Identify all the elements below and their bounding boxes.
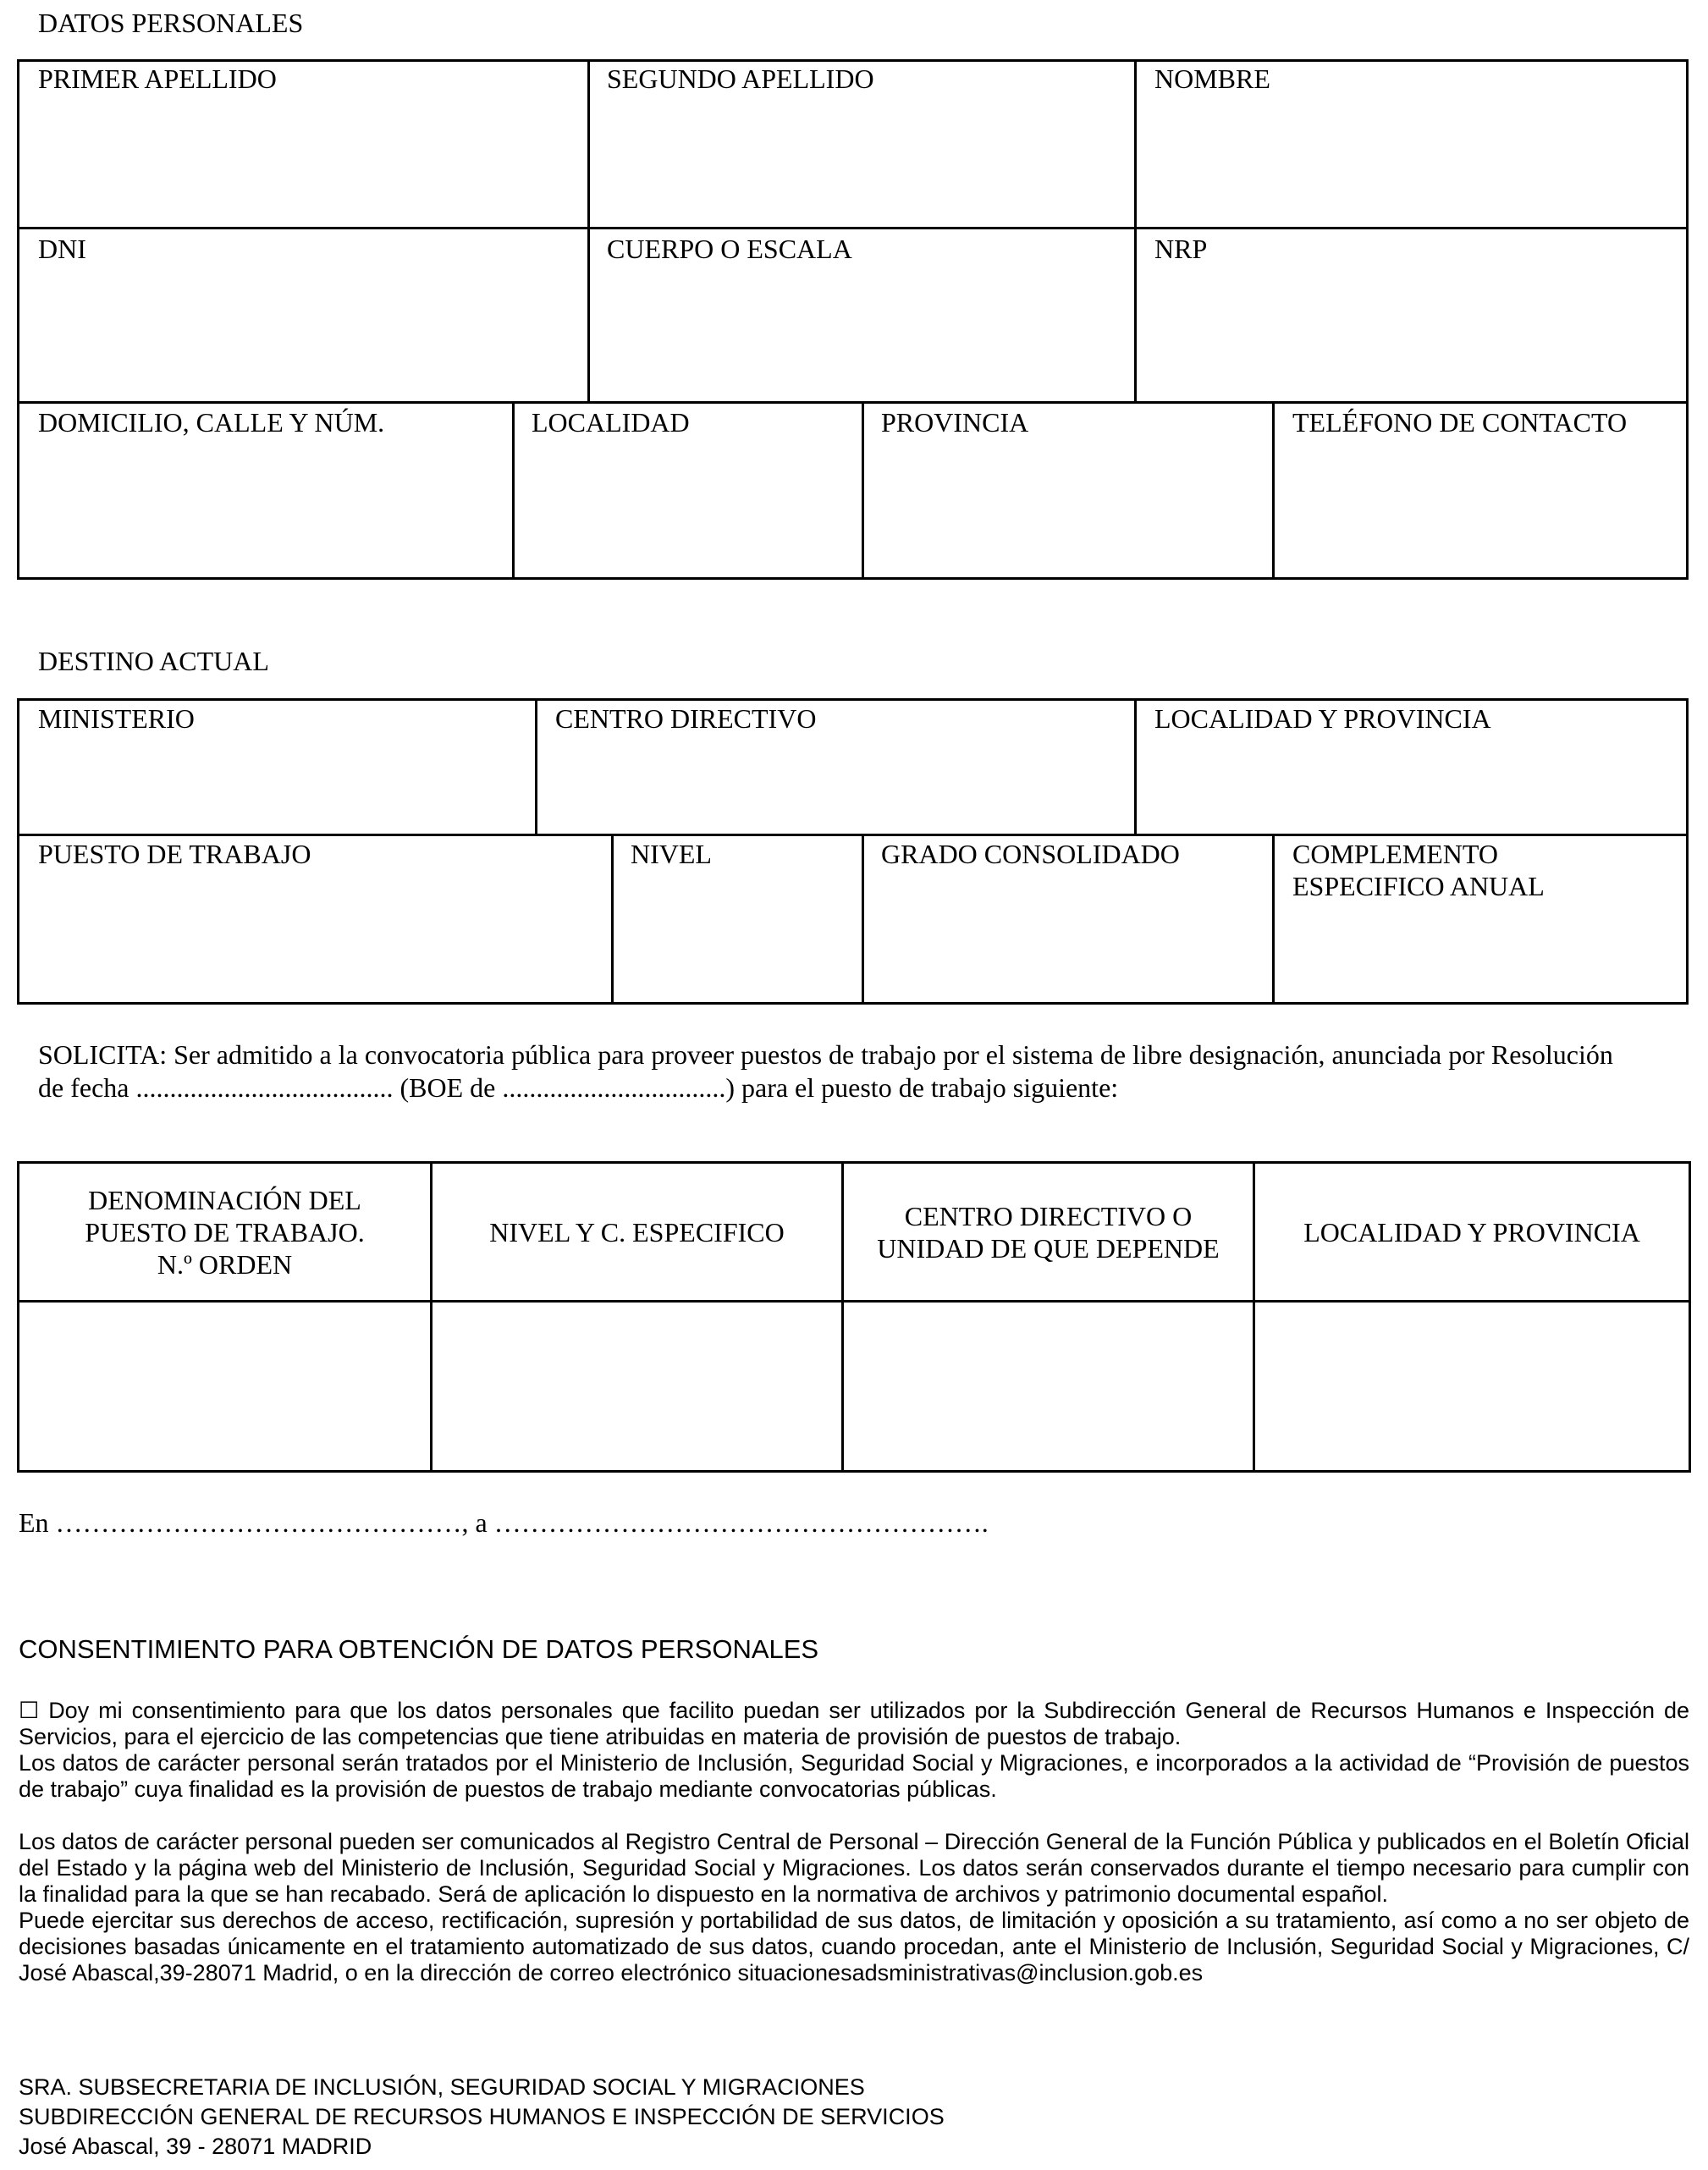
nrp-field[interactable] bbox=[1143, 271, 1681, 394]
divider bbox=[862, 401, 864, 580]
consent-title: CONSENTIMIENTO PARA OBTENCIÓN DE DATOS PERSONALES bbox=[19, 1634, 819, 1664]
localidad-provincia-field[interactable] bbox=[1143, 741, 1681, 827]
divider bbox=[17, 1300, 1691, 1303]
centro-directivo-field[interactable] bbox=[543, 741, 1127, 827]
divider bbox=[611, 834, 614, 1005]
label-provincia: PROVINCIA bbox=[881, 407, 1029, 438]
provincia-field[interactable] bbox=[870, 444, 1264, 571]
consent-paragraph-4: Puede ejercitar sus derechos de acceso, rectificación, supresión y portabilidad de sus datos, de limitación y oposición a su tratamiento, así como a no ser objeto de decisiones basadas únicamente en el tratamiento automatizado de sus datos, cuando procedan, ante el Ministerio de Inclusión, Seguridad Social y Migraciones, C/ José Abascal,39-28071 Madrid, o en la dirección de correo electrónico situacionesadsministrativas@inclusion.gob.es bbox=[19, 1908, 1689, 1985]
divider bbox=[17, 227, 1689, 229]
header-centro-directivo: CENTRO DIRECTIVO O UNIDAD DE QUE DEPENDE bbox=[877, 1200, 1220, 1264]
consent-paragraph-1: ☐ Doy mi consentimiento para que los datos personales que facilito puedan ser utilizados por la Subdirección General de Recursos Humanos e Inspección de Servicios, para el ejercicio de las competencias que tiene atribuidas en materia de provisión de puestos de trabajo. bbox=[19, 1698, 1689, 1749]
label-primer-apellido: PRIMER APELLIDO bbox=[38, 63, 277, 94]
divider bbox=[17, 834, 1689, 836]
consent-text bbox=[19, 1698, 1689, 1986]
divider bbox=[1134, 698, 1137, 834]
divider bbox=[862, 834, 864, 1005]
label-cuerpo-escala: CUERPO O ESCALA bbox=[607, 234, 852, 264]
nombre-field[interactable] bbox=[1143, 102, 1681, 220]
dni-field[interactable] bbox=[25, 271, 580, 394]
primer-apellido-field[interactable] bbox=[25, 102, 580, 220]
cuerpo-escala-field[interactable] bbox=[596, 271, 1127, 394]
section-title-datos-personales: DATOS PERSONALES bbox=[38, 8, 304, 38]
denominacion-puesto-field[interactable] bbox=[22, 1305, 427, 1468]
solicita-line-1: SOLICITA: Ser admitido a la convocatoria pública para proveer puestos de trabajo por el sistema de libre designación, anunciada por Resolución bbox=[38, 1039, 1613, 1070]
label-nombre: NOMBRE bbox=[1154, 63, 1270, 94]
divider bbox=[512, 401, 515, 580]
label-localidad-provincia: LOCALIDAD Y PROVINCIA bbox=[1154, 703, 1491, 734]
label-telefono: TELÉFONO DE CONTACTO bbox=[1292, 407, 1628, 438]
label-complemento-especifico-anual: COMPLEMENTO ESPECIFICO ANUAL bbox=[1292, 839, 1545, 901]
label-dni: DNI bbox=[38, 234, 86, 264]
header-nivel-c-especifico: NIVEL Y C. ESPECIFICO bbox=[489, 1216, 785, 1247]
label-nrp: NRP bbox=[1154, 234, 1208, 264]
divider bbox=[17, 401, 1689, 404]
grado-consolidado-field[interactable] bbox=[870, 876, 1264, 996]
telefono-field[interactable] bbox=[1281, 444, 1681, 571]
consent-checkbox[interactable]: ☐ bbox=[19, 1698, 40, 1723]
label-domicilio: DOMICILIO, CALLE Y NÚM. bbox=[38, 407, 385, 438]
place-date-line: En ………………………………………, a ………………………………………………. bbox=[19, 1507, 989, 1538]
divider bbox=[587, 59, 590, 401]
consent-paragraph-3: Los datos de carácter personal pueden ser comunicados al Registro Central de Personal – Dirección General de la Función Pública y publicados en el Boletín Oficial del Estado y la página web del Ministerio de Inclusión, Seguridad Social y Migraciones. Los datos serán conservados durante el tiempo necesario para cumplir con la finalidad para la que se han recabado. Será de aplicación lo dispuesto en la normativa de archivos y patrimonio documental español. bbox=[19, 1829, 1689, 1907]
label-nivel: NIVEL bbox=[631, 839, 712, 869]
label-ministerio: MINISTERIO bbox=[38, 703, 195, 734]
addressee-block bbox=[19, 2073, 945, 2162]
label-segundo-apellido: SEGUNDO APELLIDO bbox=[607, 63, 874, 94]
addressee-line-1: SRA. SUBSECRETARIA DE INCLUSIÓN, SEGURIDAD SOCIAL Y MIGRACIONES bbox=[19, 2074, 865, 2100]
label-puesto-trabajo: PUESTO DE TRABAJO bbox=[38, 839, 311, 869]
puesto-localidad-provincia-field[interactable] bbox=[1258, 1305, 1686, 1468]
header-denominacion-puesto: DENOMINACIÓN DEL PUESTO DE TRABAJO. N.º ORDEN bbox=[85, 1184, 365, 1280]
divider bbox=[1134, 59, 1137, 401]
divider bbox=[535, 698, 537, 834]
segundo-apellido-field[interactable] bbox=[596, 102, 1127, 220]
label-localidad: LOCALIDAD bbox=[532, 407, 690, 438]
domicilio-field[interactable] bbox=[25, 444, 504, 571]
localidad-field[interactable] bbox=[521, 444, 855, 571]
resolucion-fecha-field[interactable] bbox=[144, 1071, 410, 1104]
divider bbox=[1272, 401, 1275, 580]
centro-directivo-unidad-field[interactable] bbox=[846, 1305, 1249, 1468]
ministerio-field[interactable] bbox=[25, 741, 528, 827]
addressee-line-2: SUBDIRECCIÓN GENERAL DE RECURSOS HUMANOS E INSPECCIÓN DE SERVICIOS bbox=[19, 2104, 945, 2129]
section-title-destino-actual: DESTINO ACTUAL bbox=[38, 646, 269, 676]
complemento-especifico-field[interactable] bbox=[1281, 910, 1681, 996]
consent-paragraph-2: Los datos de carácter personal serán tratados por el Ministerio de Inclusión, Seguridad Social y Migraciones, e incorporados a la actividad de “Provisión de puestos de trabajo” cuya finalidad es la provisión de puestos de trabajo mediante convocatorias públicas. bbox=[19, 1750, 1689, 1802]
header-localidad-provincia: LOCALIDAD Y PROVINCIA bbox=[1303, 1216, 1640, 1247]
puesto-trabajo-field[interactable] bbox=[25, 876, 604, 996]
nivel-c-especifico-field[interactable] bbox=[435, 1305, 838, 1468]
boe-fecha-field[interactable] bbox=[529, 1071, 774, 1104]
solicita-line-2: de fecha ...................................... (BOE de .................................) para el puesto de trabajo siguiente: bbox=[38, 1072, 1119, 1103]
label-grado-consolidado: GRADO CONSOLIDADO bbox=[881, 839, 1180, 869]
date-field[interactable] bbox=[512, 1506, 1050, 1539]
nivel-field[interactable] bbox=[620, 876, 855, 996]
divider bbox=[1272, 834, 1275, 1005]
place-field[interactable] bbox=[59, 1506, 478, 1539]
addressee-line-3: José Abascal, 39 - 28071 MADRID bbox=[19, 2134, 372, 2159]
label-centro-directivo: CENTRO DIRECTIVO bbox=[555, 703, 817, 734]
